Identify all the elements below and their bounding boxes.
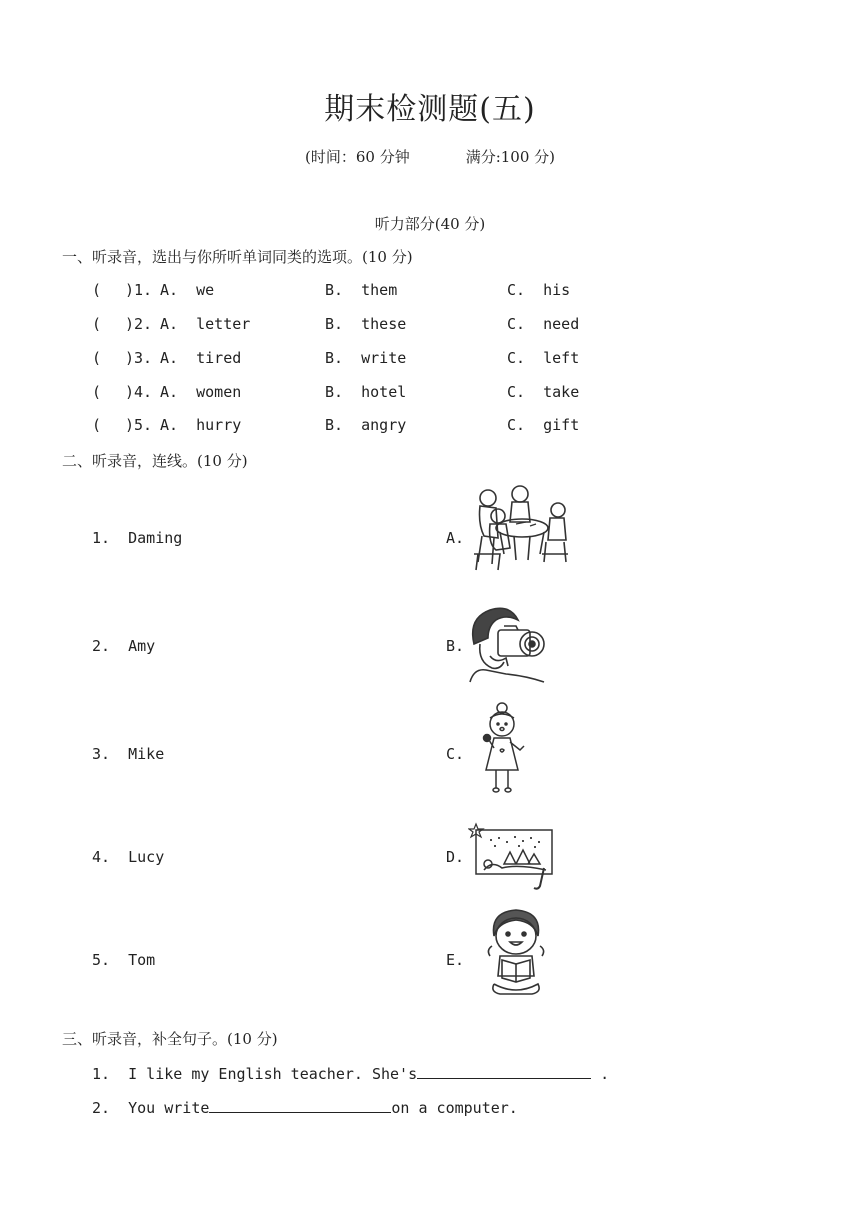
- question-row: [0, 383, 860, 405]
- answer-blank[interactable]: [209, 1096, 391, 1113]
- option-b: B. them: [325, 281, 398, 299]
- match-letter: E.: [446, 951, 465, 969]
- question-number: )2.: [125, 315, 153, 333]
- question-number: )4.: [125, 383, 153, 401]
- question-row: [0, 281, 860, 303]
- section1-heading: 一、听录音，选出与你所听单词同类的选项。(10 分): [62, 248, 413, 266]
- match-letter: B.: [446, 637, 465, 655]
- match-name: 4. Lucy: [92, 848, 165, 866]
- section3-heading: 三、听录音，补全句子。(10 分): [62, 1030, 278, 1048]
- question-row: [0, 349, 860, 371]
- sentence-end: .: [591, 1065, 610, 1083]
- option-a: A. hurry: [160, 416, 242, 434]
- fill-sentence-2: [92, 1096, 518, 1117]
- match-letter: D.: [446, 848, 465, 866]
- match-name: 5. Tom: [92, 951, 156, 969]
- section2-heading: 二、听录音，连线。(10 分): [62, 452, 248, 470]
- fill-sentence-1: [92, 1062, 609, 1083]
- option-c: C. his: [507, 281, 571, 299]
- answer-bracket-open: (: [92, 383, 102, 401]
- match-name: 2. Amy: [92, 637, 156, 655]
- option-a: A. tired: [160, 349, 242, 367]
- exam-score: 满分:100 分): [465, 148, 556, 166]
- exam-info: [0, 146, 860, 167]
- option-b: B. angry: [325, 416, 407, 434]
- option-a: A. letter: [160, 315, 251, 333]
- option-a: A. women: [160, 383, 242, 401]
- answer-blank[interactable]: [417, 1062, 591, 1079]
- match-name: 3. Mike: [92, 745, 165, 763]
- question-number: )5.: [125, 416, 153, 434]
- part-heading: 听力部分(40 分): [374, 215, 486, 233]
- option-c: C. take: [507, 383, 580, 401]
- option-b: B. hotel: [325, 383, 407, 401]
- sentence-end: on a computer.: [391, 1099, 518, 1117]
- option-c: C. need: [507, 315, 580, 333]
- christmas-card-illustration: [468, 820, 560, 892]
- match-name: 1. Daming: [92, 529, 183, 547]
- answer-bracket-open: (: [92, 349, 102, 367]
- question-row: [0, 416, 860, 438]
- answer-bracket-open: (: [92, 416, 102, 434]
- girl-singing-illustration: [472, 700, 532, 796]
- option-c: C. gift: [507, 416, 580, 434]
- option-b: B. write: [325, 349, 407, 367]
- family-meal-illustration: [470, 484, 570, 576]
- question-number: )3.: [125, 349, 153, 367]
- option-b: B. these: [325, 315, 407, 333]
- sentence-text: 1. I like my English teacher. She's: [92, 1065, 418, 1083]
- match-letter: C.: [446, 745, 465, 763]
- question-row: [0, 315, 860, 337]
- answer-bracket-open: (: [92, 315, 102, 333]
- answer-bracket-open: (: [92, 281, 102, 299]
- sentence-text: 2. You write: [92, 1099, 210, 1117]
- exam-time: (时间：60 分钟: [304, 148, 410, 166]
- option-a: A. we: [160, 281, 215, 299]
- option-c: C. left: [507, 349, 580, 367]
- question-number: )1.: [125, 281, 153, 299]
- camera-photographer-illustration: [466, 604, 550, 684]
- match-letter: A.: [446, 529, 465, 547]
- child-reading-illustration: [484, 906, 548, 998]
- page-title: 期末检测题(五): [324, 92, 536, 127]
